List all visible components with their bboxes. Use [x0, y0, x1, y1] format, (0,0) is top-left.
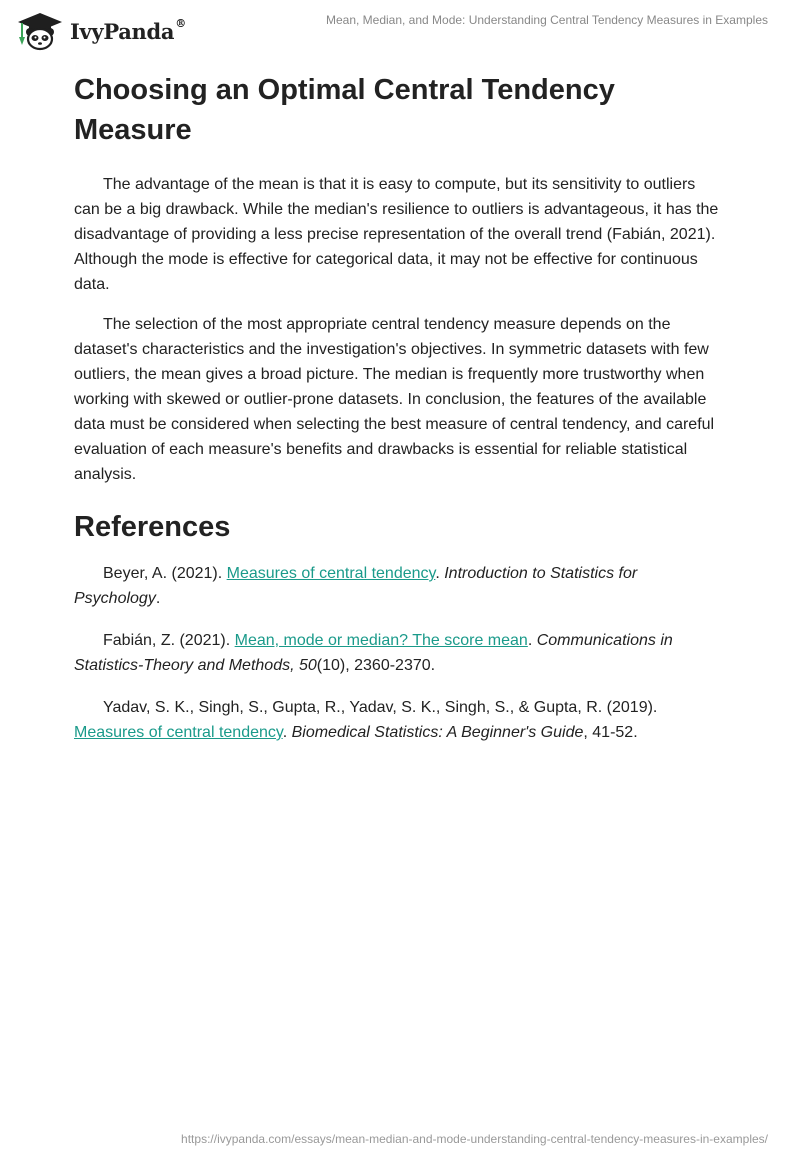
- reference-item: [74, 628, 724, 678]
- registered-mark: ®: [175, 16, 186, 30]
- body-paragraph: The selection of the most appropriate central tendency measure depends on the dataset's characteristics and the investigation's objectives. In symmetric datasets with few outliers, the mean gives a broad picture. The median is frequently more trustworthy when working with skewed or outlier-prone datasets. In conclusion, the features of the available data must be considered when selecting the best measure of central tendency, and careful evaluation of each measure's benefits and drawbacks is essential for reliable statistical analysis.: [74, 316, 715, 483]
- reference-punctuation: .: [527, 632, 537, 649]
- panda-graduate-icon: [16, 11, 64, 51]
- reference-item: [74, 695, 724, 745]
- references-heading: References: [74, 511, 231, 543]
- reference-punctuation: .: [282, 724, 292, 741]
- section-heading: Choosing an Optimal Central Tendency Measure: [74, 74, 615, 146]
- reference-item: [74, 561, 724, 611]
- main-content: [74, 70, 724, 762]
- reference-source: Introduction to Statistics for Psychology: [74, 565, 638, 607]
- reference-punctuation: .: [435, 565, 445, 582]
- brand-logo[interactable]: [16, 10, 186, 52]
- footer-url[interactable]: https://ivypanda.com/essays/mean-median-and-mode-understanding-central-tendency-measures-in-examples/: [181, 1132, 768, 1146]
- reference-source: Biomedical Statistics: A Beginner's Guide: [291, 724, 584, 741]
- reference-link[interactable]: Measures of central tendency: [74, 724, 283, 741]
- reference-source: Communications in Statistics-Theory and Methods, 50: [74, 632, 673, 674]
- reference-tail: (10), 2360-2370.: [316, 657, 436, 674]
- document-title: Mean, Median, and Mode: Understanding Central Tendency Measures in Examples: [325, 13, 768, 27]
- reference-authors: Yadav, S. K., Singh, S., Gupta, R., Yadav, S. K., Singh, S., & Gupta, R. (2019).: [103, 699, 658, 716]
- reference-tail: .: [155, 590, 161, 607]
- reference-authors: Beyer, A. (2021).: [103, 565, 227, 582]
- reference-authors: Fabián, Z. (2021).: [103, 632, 235, 649]
- reference-link[interactable]: Measures of central tendency: [226, 565, 436, 582]
- brand-name: IvyPanda®: [70, 16, 186, 44]
- body-paragraph: The advantage of the mean is that it is easy to compute, but its sensitivity to outliers can be a big drawback. While the median's resilience to outliers is advantageous, it has the disadvantage of providing a less precise representation of the overall trend (Fabián, 2021). Although the mode is effective for categorical data, it may not be effective for continuous data.: [74, 176, 719, 293]
- reference-link[interactable]: Mean, mode or median? The score mean: [234, 632, 528, 649]
- reference-tail: , 41-52.: [583, 724, 638, 741]
- page-header: [0, 0, 800, 64]
